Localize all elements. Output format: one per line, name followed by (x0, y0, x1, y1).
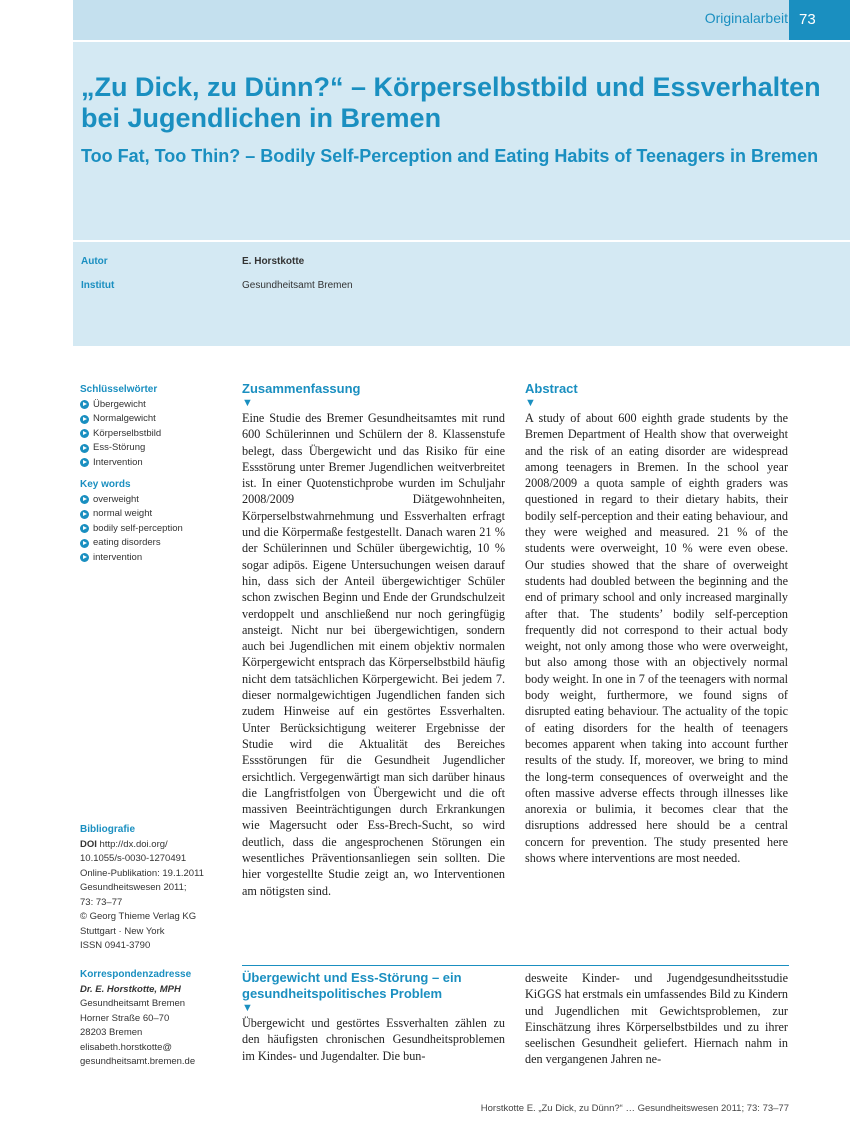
bibliography (80, 823, 230, 954)
summary-german (242, 381, 505, 899)
correspondence (80, 968, 230, 1070)
title-german: „Zu Dick, zu Dünn?“ – Körperselbstbild und Essverhalten bei Jugendlichen in Bremen (81, 72, 821, 133)
arrow-bullet-icon (80, 415, 89, 424)
doi-link[interactable]: http://dx.doi.org/ (99, 838, 168, 850)
bib-line: ISSN 0941-3790 (80, 940, 151, 951)
arrow-bullet-icon (80, 400, 89, 409)
institute-label: Institut (81, 280, 115, 291)
keyword-item: eating disorders (80, 536, 230, 551)
keyword-item: bodily self-perception (80, 522, 230, 537)
summary-text: Eine Studie des Bremer Gesundheitsamtes mit rund 600 Schülerinnen und Schülern der 8. Klassenstufe belegt, dass Übergewicht und das Risiko für eine Essstörung unter Bremer Jugendlichen weitverbreitet ist. In einer Quotenstichprobe wurden im Schuljahr 2008/2009 Diätgewohnheiten, Körperselbstwahrnehmung und Essverhalten erfragt und die Körpermaße festgestellt. Danach waren 21 % der Schülerinnen und Schüler übergewichtig, 10 % sogar adipös. Eigene Untersuchungen weisen darauf hin, dass sich der Anteil übergewichtiger Schüler schon zwischen Beginn und Ende der Grundschulzeit verdoppelt und anschließend nur noch geringfügig ansteigt. Nicht nur bei übergewichtigen, sondern auch bei Jugendlichen mit einem objektiv normalen Körpergewicht entsprach das Körperselbstbild häufig nicht dem tatsächlichen Körpergewicht. Bei jedem 7. dieser normalgewichtigen Jugendlichen fanden sich zudem Hinweise auf ein gestörtes Essverhalten. Unter Berücksichtigung weiterer Ergebnisse der Studie wird die Aktualität des Bereiches Essstörungen für die Gesundheit Jugendlicher ersichtlich. Vergegenwärtigt man sich darüber hinaus die Langfristfolgen von Übergewicht und die oft massiven Beeinträchtigungen durch Erkrankungen wie Magersucht oder Ess-Brech-Sucht, so wird deutlich, dass die angesprochenen Störungen ein wesentliches Präventionsanliegen sein sollten. Die hier vorgestellte Studie zeigt an, wo Interventionen am nötigsten sind. (242, 411, 505, 898)
keywords-en-heading: Key words (80, 479, 131, 490)
abstract-english (525, 381, 788, 866)
keyword-item: Intervention (80, 456, 230, 471)
section-divider (242, 965, 789, 966)
arrow-bullet-icon (80, 495, 89, 504)
address-line: Gesundheitsamt Bremen (80, 998, 186, 1009)
triangle-marker-icon: ▼ (242, 1002, 253, 1014)
doi-line (80, 838, 230, 853)
keyword-item: Übergewicht (80, 398, 230, 413)
keyword-item: Normalgewicht (80, 412, 230, 427)
abstract-heading: Abstract (525, 381, 578, 396)
arrow-bullet-icon (80, 539, 89, 548)
arrow-bullet-icon (80, 510, 89, 519)
title-block (73, 42, 850, 240)
arrow-bullet-icon (80, 444, 89, 453)
correspondence-name: Dr. E. Horstkotte, MPH (80, 983, 181, 995)
arrow-bullet-icon (80, 553, 89, 562)
summary-heading: Zusammenfassung (242, 381, 361, 396)
abstract-text: A study of about 600 eighth grade students by the Bremen Department of Health show that overweight and the risk of an eating disorder are widespread among teenagers in Bremen. In the school year 2008/2009 a quota sample of eighth graders was questioned in regard to their dietary habits, their bodily self-perception and their eating behaviour, and they were weighed and measured. 21 % of the students were overweight, 10 % were even obese. Our studies showed that the share of overweight students had doubled between the beginning and the end of primary school and only increased marginally after that. The students’ bodily self-perception frequently did not correspond to their actual body weight, not only among those who were overweight, but also among those with an objectively normal body weight. In one in 7 of the teenagers with normal body weight, furthermore, we found signs of disrupted eating behaviour. The actuality of the topic of eating disorders for the health of teenagers becomes apparent when taking into account further results of the study. If, moreover, we bring to mind the long-term consequences of overweight and the often massive adverse effects through illnesses like anorexia or bulimia, it becomes clear that the disruptions addressed here should be a central concern for prevention. The study presented here shows where interventions are most needed. (525, 411, 788, 866)
section-text-right: desweite Kinder- und Jugendgesundheitsstudie KiGGS hat erstmals ein umfassendes Bild zu Kindern und Jugendlichen mit Gewichtsproblemen, zur Einschätzung ihres Körperselbstbildes und zu ihrer seelischen Gesundheit geliefert. Hiernach nahm in den vergangenen Jahren ne- (525, 971, 789, 1067)
email-line[interactable]: gesundheitsamt.bremen.de (80, 1056, 196, 1067)
bib-line: © Georg Thieme Verlag KG (80, 911, 197, 922)
arrow-bullet-icon (80, 524, 89, 533)
bibliography-heading: Bibliografie (80, 824, 136, 835)
address-line: Horner Straße 60–70 (80, 1012, 170, 1024)
page-number: 73 (789, 0, 850, 40)
author-name: E. Horstkotte (242, 256, 305, 267)
address-line: 28203 Bremen (80, 1027, 143, 1038)
arrow-bullet-icon (80, 458, 89, 467)
footer-citation: Horstkotte E. „Zu Dick, zu Dünn?“ … Gesundheitswesen 2011; 73: 73–77 (480, 1103, 789, 1114)
keyword-item: Ess-Störung (80, 441, 230, 456)
bib-line: 10.1055/s-0030-1270491 (80, 853, 187, 864)
section-text-left: Übergewicht und gestörtes Essverhalten zählen zu den häufigsten chronischen Gesundheitsproblemen im Kindes- und Jugendalter. Die bun- (242, 1016, 505, 1063)
bib-line: Online-Publikation: 19.1.2011 (80, 867, 204, 879)
section-label: Originalarbeit (704, 10, 788, 26)
section-intro-right (525, 970, 788, 1068)
correspondence-heading: Korrespondenzadresse (80, 969, 192, 980)
keywords-de-heading: Schlüsselwörter (80, 384, 158, 395)
section-intro-left (242, 970, 505, 1064)
bib-line: 73: 73–77 (80, 896, 123, 908)
header-band (73, 0, 850, 40)
keyword-item: normal weight (80, 507, 230, 522)
keywords-sidebar (80, 383, 230, 565)
author-label: Autor (81, 256, 108, 267)
email-line[interactable]: elisabeth.horstkotte@ (80, 1041, 173, 1053)
bib-line: Stuttgart · New York (80, 925, 165, 937)
section-heading: Übergewicht und Ess-Störung – ein gesundheitspolitisches Problem (242, 970, 462, 1001)
keyword-item: intervention (80, 551, 230, 566)
keyword-item: Körperselbstbild (80, 427, 230, 442)
title-english: Too Fat, Too Thin? – Bodily Self-Perception and Eating Habits of Teenagers in Bremen (81, 146, 819, 166)
bib-line: Gesundheitswesen 2011; (80, 882, 187, 893)
triangle-marker-icon: ▼ (525, 397, 536, 409)
triangle-marker-icon: ▼ (242, 397, 253, 409)
doi-label: DOI (80, 838, 97, 850)
institute-name: Gesundheitsamt Bremen (242, 280, 353, 291)
keyword-item: overweight (80, 493, 230, 508)
arrow-bullet-icon (80, 429, 89, 438)
meta-block (73, 242, 850, 346)
